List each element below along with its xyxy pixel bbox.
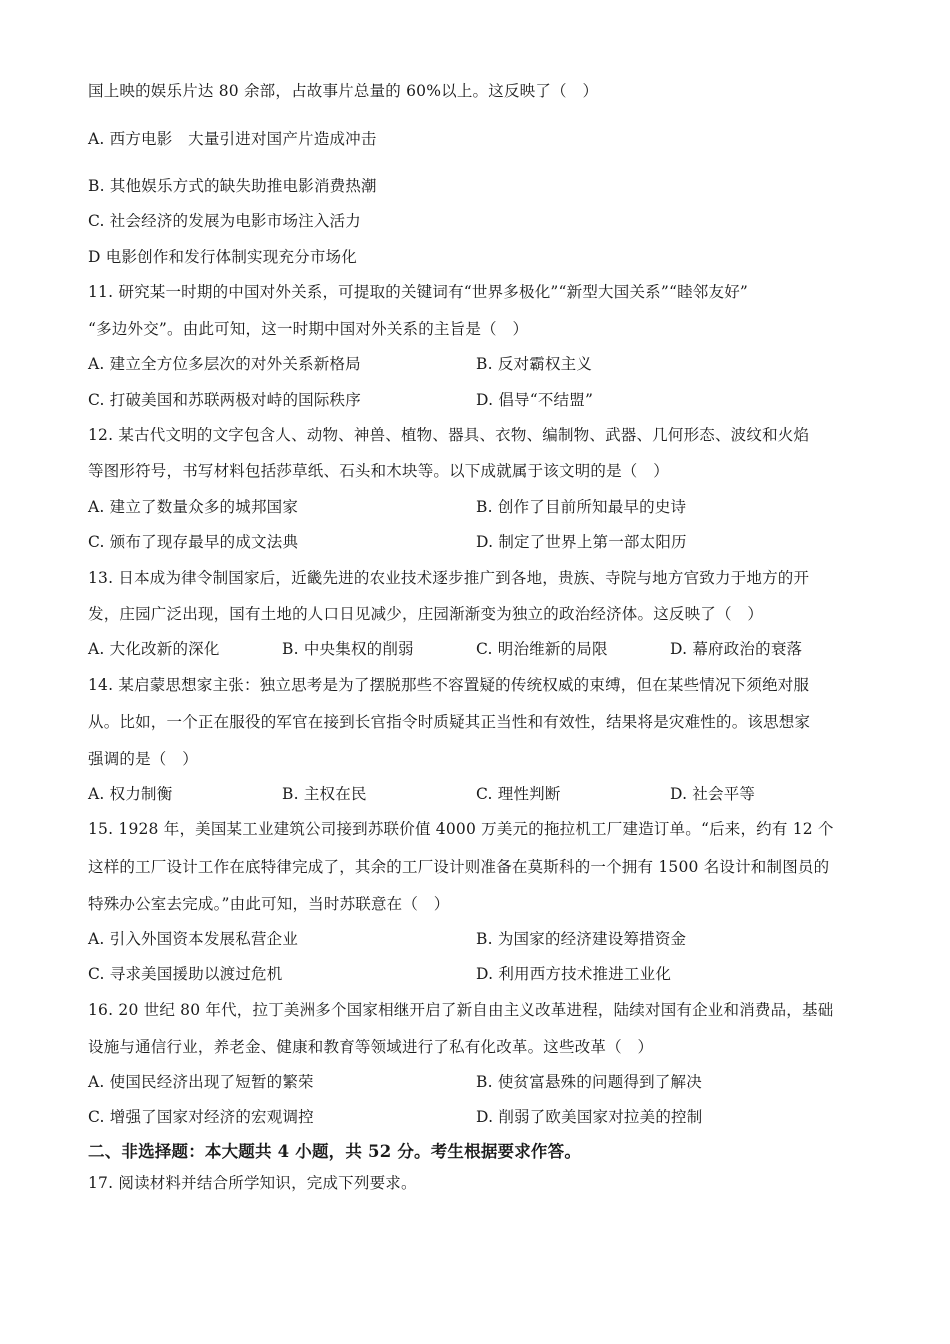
q11-option-d: D. 倡导“不结盟” bbox=[476, 391, 594, 409]
q13-option-a: A. 大化改新的深化 bbox=[88, 640, 220, 658]
q10-option-b: B. 其他娱乐方式的缺失助推电影消费热潮 bbox=[88, 177, 377, 195]
q16-stem-line-1: 16. 20 世纪 80 年代，拉丁美洲多个国家相继开启了新自由主义改革进程，陆续对国有企业和消费品，基础 bbox=[88, 1001, 834, 1019]
q15-option-a: A. 引入外国资本发展私营企业 bbox=[88, 930, 299, 948]
q15-option-c: C. 寻求美国援助以渡过危机 bbox=[88, 965, 283, 983]
q14-stem-line-1: 14. 某启蒙思想家主张：独立思考是为了摆脱那些不容置疑的传统权威的束缚，但在某些情况下须绝对服 bbox=[88, 676, 810, 694]
q16-option-d: D. 削弱了欧美国家对拉美的控制 bbox=[476, 1108, 703, 1126]
q15-stem-line-2: 这样的工厂设计工作在底特律完成了，其余的工厂设计则准备在莫斯科的一个拥有 1500 名设计和制图员的 bbox=[88, 858, 830, 876]
q13-option-c: C. 明治维新的局限 bbox=[476, 640, 608, 658]
q11-option-a: A. 建立全方位多层次的对外关系新格局 bbox=[88, 355, 361, 373]
q11-option-c: C. 打破美国和苏联两极对峙的国际秩序 bbox=[88, 391, 361, 409]
q11-stem-line-1: 11. 研究某一时期的中国对外关系，可提取的关键词有“世界多极化”“新型大国关系”“睦邻友好” bbox=[88, 283, 749, 301]
q16-option-b: B. 使贫富悬殊的问题得到了解决 bbox=[476, 1073, 702, 1091]
q15-option-d: D. 利用西方技术推进工业化 bbox=[476, 965, 672, 983]
q16-option-c: C. 增强了国家对经济的宏观调控 bbox=[88, 1108, 314, 1126]
q12-option-b: B. 创作了目前所知最早的史诗 bbox=[476, 498, 687, 516]
q12-option-d: D. 制定了世界上第一部太阳历 bbox=[476, 533, 687, 551]
q13-stem-line-2: 发，庄园广泛出现，国有土地的人口日见减少，庄园渐渐变为独立的政治经济体。这反映了（ ） bbox=[88, 605, 764, 623]
q16-option-a: A. 使国民经济出现了短暂的繁荣 bbox=[88, 1073, 314, 1091]
q10-option-a: A. 西方电影 大量引进对国产片造成冲击 bbox=[88, 130, 377, 148]
q13-option-d: D. 幕府政治的衰落 bbox=[670, 640, 803, 658]
q13-stem-line-1: 13. 日本成为律令制国家后，近畿先进的农业技术逐步推广到各地，贵族、寺院与地方官致力于地方的开 bbox=[88, 569, 810, 587]
q14-stem-line-2: 从。比如，一个正在服役的军官在接到长官指令时质疑其正当性和有效性，结果将是灾难性的。该思想家 bbox=[88, 713, 811, 731]
q10-option-d: D 电影创作和发行体制实现充分市场化 bbox=[88, 248, 357, 266]
q14-stem-line-3: 强调的是（ ） bbox=[88, 750, 198, 768]
q14-option-a: A. 权力制衡 bbox=[88, 785, 173, 803]
q11-option-b: B. 反对霸权主义 bbox=[476, 355, 593, 373]
q17-stem: 17. 阅读材料并结合所学知识，完成下列要求。 bbox=[88, 1174, 417, 1192]
q12-stem-line-1: 12. 某古代文明的文字包含人、动物、神兽、植物、器具、衣物、编制物、武器、几何形态、波纹和火焰 bbox=[88, 426, 810, 444]
q14-option-c: C. 理性判断 bbox=[476, 785, 561, 803]
q11-stem-line-2: “多边外交”。由此可知，这一时期中国对外关系的主旨是（ ） bbox=[88, 320, 529, 338]
q16-stem-line-2: 设施与通信行业，养老金、健康和教育等领域进行了私有化改革。这些改革（ ） bbox=[88, 1038, 654, 1056]
q12-option-c: C. 颁布了现存最早的成文法典 bbox=[88, 533, 299, 551]
q14-option-d: D. 社会平等 bbox=[670, 785, 756, 803]
q10-stem-tail: 国上映的娱乐片达 80 余部，占故事片总量的 60%以上。这反映了（ ） bbox=[88, 82, 599, 100]
q14-option-b: B. 主权在民 bbox=[282, 785, 367, 803]
q15-stem-line-1: 15. 1928 年，美国某工业建筑公司接到苏联价值 4000 万美元的拖拉机工厂建造订单。“后来，约有 12 个 bbox=[88, 820, 834, 838]
section-2-title: 二、非选择题：本大题共 4 小题，共 52 分。考生根据要求作答。 bbox=[88, 1142, 582, 1161]
q12-option-a: A. 建立了数量众多的城邦国家 bbox=[88, 498, 299, 516]
q15-option-b: B. 为国家的经济建设筹措资金 bbox=[476, 930, 687, 948]
q12-stem-line-2: 等图形符号，书写材料包括莎草纸、石头和木块等。以下成就属于该文明的是（ ） bbox=[88, 462, 669, 480]
q15-stem-line-3: 特殊办公室去完成。”由此可知，当时苏联意在（ ） bbox=[88, 895, 450, 913]
q10-option-c: C. 社会经济的发展为电影市场注入活力 bbox=[88, 212, 361, 230]
q13-option-b: B. 中央集权的削弱 bbox=[282, 640, 414, 658]
